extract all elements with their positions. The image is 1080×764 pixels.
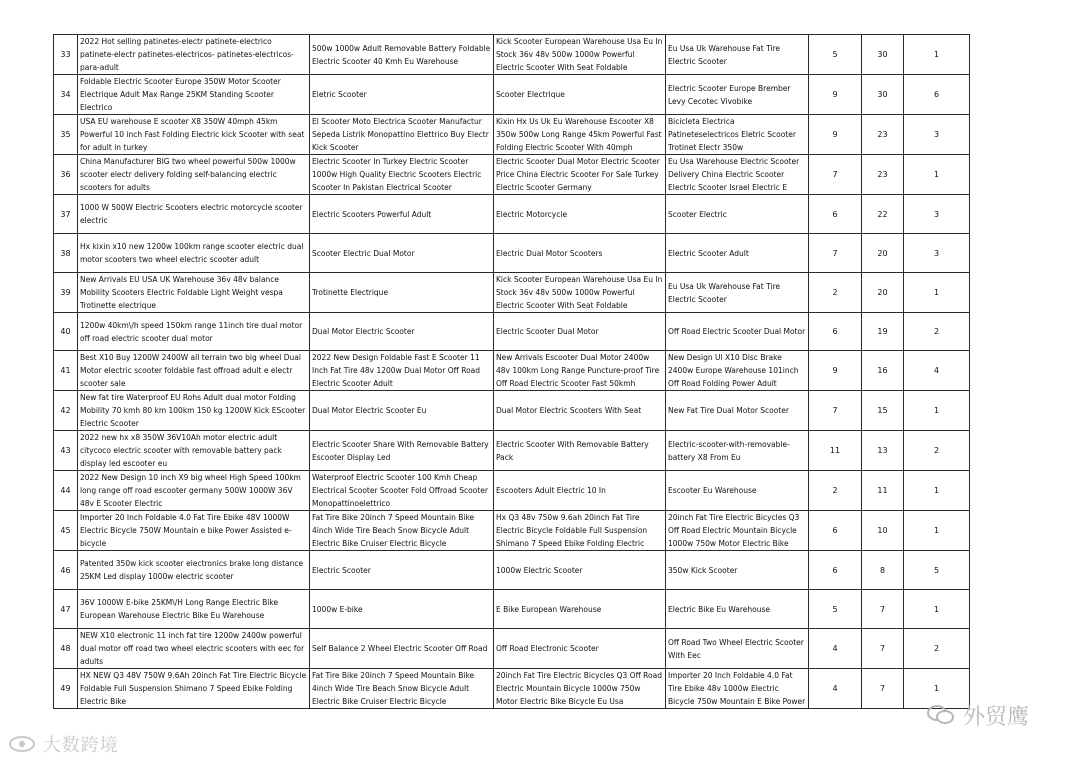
row-number-cell-text: 47 xyxy=(60,604,71,614)
product-title-cell-text: Hx kixin x10 new 1200w 100km range scooter electric dual motor scooters two wheel electric scooter adult xyxy=(80,242,304,264)
keyword-2-cell xyxy=(494,590,666,629)
keyword-1-cell xyxy=(310,351,494,391)
row-number-cell xyxy=(54,351,78,391)
count-1-cell xyxy=(809,590,862,629)
count-1-cell xyxy=(809,75,862,115)
count-2-cell xyxy=(862,155,904,195)
keyword-1-cell-text: Dual Motor Electric Scooter Eu xyxy=(312,406,427,415)
product-title-cell xyxy=(78,551,310,590)
row-number-cell xyxy=(54,273,78,313)
keyword-3-cell-text: Eu Usa Uk Warehouse Fat Tire Electric Scooter xyxy=(668,43,781,66)
count-1-cell xyxy=(809,313,862,351)
row-number-cell-text: 38 xyxy=(60,248,71,258)
count-1-cell xyxy=(809,115,862,155)
keyword-3-cell-text: Importer 20 Inch Foldable 4.0 Fat Tire Ebike 48v 1000w Electric Bicycle 750w Mountain E Bike Power xyxy=(668,671,806,706)
keyword-1-cell xyxy=(310,273,494,313)
count-3-cell xyxy=(904,471,970,511)
watermark-right xyxy=(926,700,1029,733)
count-3-cell-text: 1 xyxy=(933,50,940,59)
keyword-1-cell xyxy=(310,234,494,273)
keyword-1-cell-text: Scooter Electric Dual Motor xyxy=(312,248,415,258)
count-1-cell-text: 5 xyxy=(832,604,838,614)
count-1-cell-text: 9 xyxy=(832,130,838,139)
count-1-cell-text: 5 xyxy=(832,50,838,59)
keyword-3-cell xyxy=(666,590,809,629)
count-2-cell-text: 23 xyxy=(877,170,888,179)
count-2-cell-text: 11 xyxy=(877,486,888,495)
row-number-cell-text: 36 xyxy=(60,170,71,179)
count-2-cell-text: 10 xyxy=(877,526,888,535)
keyword-3-cell xyxy=(666,431,809,471)
row-number-cell xyxy=(54,313,78,351)
count-2-cell xyxy=(862,551,904,590)
keyword-1-cell-text: Electric Scooters Powerful Adult xyxy=(312,209,432,219)
count-2-cell xyxy=(862,590,904,629)
keyword-1-cell xyxy=(310,629,494,669)
product-title-cell xyxy=(78,351,310,391)
keyword-3-cell xyxy=(666,195,809,234)
keyword-1-cell xyxy=(310,35,494,75)
product-title-cell-text: New fat tire Waterproof EU Rohs Adult dual motor Folding Mobility 70 kmh 80 km 100km 150 kg 1200W Kick EScooter Electric Scooter xyxy=(80,393,306,428)
keyword-1-cell-text: 1000w E-bike xyxy=(312,604,363,614)
row-number-cell xyxy=(54,590,78,629)
product-title-cell-text: Best X10 Buy 1200W 2400W all terrain two big wheel Dual Motor electric scooter foldable fast offroad adult e electr scooter sale xyxy=(80,353,301,388)
count-2-cell xyxy=(862,234,904,273)
count-2-cell xyxy=(862,431,904,471)
keyword-2-cell xyxy=(494,431,666,471)
keyword-3-cell xyxy=(666,511,809,551)
keyword-1-cell xyxy=(310,391,494,431)
row-number-cell-text: 45 xyxy=(60,526,71,535)
keyword-3-cell-text: 20inch Fat Tire Electric Bicycles Q3 Off Road Electric Mountain Bicycle 1000w 750w Motor Electric Bike xyxy=(668,513,800,548)
count-3-cell xyxy=(904,590,970,629)
keyword-3-cell xyxy=(666,75,809,115)
table-body xyxy=(54,35,970,709)
table-row xyxy=(54,590,970,629)
count-1-cell xyxy=(809,273,862,313)
product-title-cell-text: 36V 1000W E-bike 25KM\/H Long Range Electric Bike European Warehouse Electric Bike Eu Warehouse xyxy=(80,598,279,620)
keyword-3-cell-text: New Design Ul X10 Disc Brake 2400w Europe Warehouse 101inch Off Road Folding Power Adult xyxy=(668,353,799,388)
count-3-cell-text: 2 xyxy=(933,327,940,336)
keyword-2-cell-text: Hx Q3 48v 750w 9.6ah 20inch Fat Tire Electric Bicycle Foldable Full Suspension Shimano 7 Speed Ebike Folding Electric xyxy=(496,513,648,548)
count-1-cell xyxy=(809,35,862,75)
table-row xyxy=(54,273,970,313)
keyword-3-cell xyxy=(666,313,809,351)
count-2-cell xyxy=(862,351,904,391)
keyword-1-cell-text: 500w 1000w Adult Removable Battery Foldable Electric Scooter 40 Kmh Eu Warehouse xyxy=(312,43,491,66)
table-row xyxy=(54,313,970,351)
product-title-cell xyxy=(78,590,310,629)
count-3-cell-text: 5 xyxy=(933,565,940,575)
count-3-cell-text: 3 xyxy=(933,209,940,219)
product-title-cell xyxy=(78,234,310,273)
count-2-cell-text: 20 xyxy=(877,248,888,258)
row-number-cell xyxy=(54,551,78,590)
keyword-2-cell-text: Scooter Electrique xyxy=(496,90,565,99)
count-2-cell-text: 7 xyxy=(879,684,886,693)
keyword-2-cell xyxy=(494,313,666,351)
count-2-cell xyxy=(862,195,904,234)
count-1-cell xyxy=(809,551,862,590)
keyword-3-cell xyxy=(666,551,809,590)
product-title-cell xyxy=(78,195,310,234)
keyword-1-cell-text: Trotinette Electrique xyxy=(312,288,389,297)
row-number-cell xyxy=(54,511,78,551)
table-row xyxy=(54,155,970,195)
keyword-2-cell xyxy=(494,195,666,234)
count-3-cell-text: 1 xyxy=(933,486,940,495)
count-2-cell-text: 7 xyxy=(879,604,886,614)
count-1-cell-text: 2 xyxy=(832,288,838,297)
keyword-2-cell xyxy=(494,273,666,313)
keyword-2-cell xyxy=(494,551,666,590)
product-title-cell xyxy=(78,391,310,431)
table-row xyxy=(54,351,970,391)
table-row xyxy=(54,471,970,511)
count-3-cell xyxy=(904,273,970,313)
product-title-cell xyxy=(78,431,310,471)
count-3-cell-text: 1 xyxy=(933,526,940,535)
keyword-1-cell-text: Electric Scooter xyxy=(312,565,371,575)
count-3-cell xyxy=(904,234,970,273)
row-number-cell xyxy=(54,629,78,669)
count-3-cell xyxy=(904,75,970,115)
keyword-2-cell-text: New Arrivals Escooter Dual Motor 2400w 48v 100km Long Range Puncture-proof Tire Off Road Electric Scooter Fast 50kmh xyxy=(496,353,660,388)
count-2-cell xyxy=(862,115,904,155)
watermark-right-text: 外贸鹰 xyxy=(963,705,1030,730)
count-1-cell xyxy=(809,431,862,471)
keyword-2-cell xyxy=(494,234,666,273)
row-number-cell xyxy=(54,391,78,431)
product-title-cell-text: Importer 20 Inch Foldable 4.0 Fat Tire Ebike 48V 1000W Electric Bicycle 750W Mountain e bike Power Assisted e-bicycle xyxy=(80,513,292,548)
keyword-3-cell-text: Electric Scooter Europe Brember Levy Cecotec Vivobike xyxy=(668,83,791,106)
keyword-table xyxy=(53,34,970,709)
keyword-3-cell xyxy=(666,35,809,75)
row-number-cell-text: 33 xyxy=(60,50,71,59)
row-number-cell xyxy=(54,35,78,75)
row-number-cell-text: 35 xyxy=(60,130,71,139)
row-number-cell xyxy=(54,234,78,273)
keyword-3-cell xyxy=(666,391,809,431)
keyword-2-cell xyxy=(494,351,666,391)
keyword-1-cell-text: Electric Scooter Share With Removable Battery Escooter Display Led xyxy=(312,439,489,462)
table-row xyxy=(54,115,970,155)
keyword-1-cell xyxy=(310,511,494,551)
count-2-cell-text: 13 xyxy=(877,446,888,455)
count-3-cell-text: 1 xyxy=(933,288,940,297)
row-number-cell xyxy=(54,471,78,511)
product-title-cell-text: 2022 New Design 10 inch X9 big wheel High Speed 100km long range off road escooter germany 500W 1000W 36V 48v E Scooter Electric xyxy=(80,473,301,508)
product-title-cell-text: HX NEW Q3 48V 750W 9.6Ah 20inch Fat Tire Electric Bicycle Foldable Full Suspension Shimano 7 Speed Ebike Folding Electric Bike xyxy=(80,671,307,706)
product-title-cell-text: NEW X10 electronic 11 inch fat tire 1200w 2400w powerful dual motor off road two wheel electric scooters with eec for adults xyxy=(80,631,305,666)
eye-logo-icon xyxy=(8,735,36,758)
count-2-cell-text: 30 xyxy=(877,50,888,59)
row-number-cell xyxy=(54,669,78,709)
product-title-cell xyxy=(78,35,310,75)
table-row xyxy=(54,391,970,431)
table-row xyxy=(54,35,970,75)
count-3-cell-text: 4 xyxy=(933,366,940,375)
count-2-cell xyxy=(862,511,904,551)
product-title-cell-text: China Manufacturer BIG two wheel powerful 500w 1000w scooter electr delivery folding self-balancing electric scooters for adults xyxy=(80,157,296,192)
product-title-cell-text: USA EU warehouse E scooter X8 350W 40mph 45km Powerful 10 inch Fast Folding Electric kick Scooter with seat for adult in turkey xyxy=(80,117,305,152)
table-row xyxy=(54,431,970,471)
count-1-cell-text: 4 xyxy=(832,684,838,693)
watermark-left xyxy=(8,731,119,758)
row-number-cell-text: 49 xyxy=(60,684,71,693)
keyword-2-cell xyxy=(494,471,666,511)
keyword-1-cell-text: 2022 New Design Foldable Fast E Scooter 11 Inch Fat Tire 48v 1200w Dual Motor Off Road Electric Scooter Adult xyxy=(312,353,481,388)
keyword-1-cell xyxy=(310,471,494,511)
keyword-3-cell-text: Off Road Two Wheel Electric Scooter With Eec xyxy=(668,637,804,660)
keyword-1-cell-text: Waterproof Electric Scooter 100 Kmh Cheap Electrical Scooter Scooter Fold Offroad Scooter Monopattinoelettrico xyxy=(312,473,488,508)
product-title-cell xyxy=(78,273,310,313)
product-title-cell xyxy=(78,629,310,669)
keyword-2-cell-text: Electric Scooter With Removable Battery Pack xyxy=(496,439,649,462)
keyword-2-cell-text: 1000w Electric Scooter xyxy=(496,565,583,575)
count-3-cell xyxy=(904,313,970,351)
product-title-cell-text: Foldable Electric Scooter Europe 350W Motor Scooter Electrique Adult Max Range 25KM Standing Scooter Electrico xyxy=(80,77,281,112)
product-title-cell-text: 2022 new hx x8 350W 36V10Ah motor electric adult citycoco electric scooter with removable battery pack display led escooter eu xyxy=(80,433,282,468)
count-1-cell xyxy=(809,195,862,234)
keyword-3-cell-text: Off Road Electric Scooter Dual Motor xyxy=(668,327,806,336)
keyword-1-cell-text: Eletric Scooter xyxy=(312,90,367,99)
row-number-cell-text: 39 xyxy=(60,288,71,297)
keyword-3-cell xyxy=(666,115,809,155)
row-number-cell xyxy=(54,155,78,195)
table-row xyxy=(54,75,970,115)
row-number-cell-text: 44 xyxy=(60,486,71,495)
row-number-cell-text: 41 xyxy=(60,366,71,375)
keyword-2-cell-text: Kixin Hx Us Uk Eu Warehouse Escooter X8 350w 500w Long Range 45km Powerful Fast Folding Electric Scooter With 40mph xyxy=(496,117,662,152)
count-1-cell-text: 4 xyxy=(832,644,838,653)
keyword-2-cell-text: Electric Scooter Dual Motor xyxy=(496,327,599,336)
keyword-3-cell xyxy=(666,629,809,669)
product-title-cell-text: Patented 350w kick scooter electronics brake long distance 25KM Led display 1000w electric scooter xyxy=(80,559,304,581)
count-1-cell-text: 6 xyxy=(832,327,838,336)
keyword-2-cell-text: Kick Scooter European Warehouse Usa Eu In Stock 36v 48v 500w 1000w Powerful Electric Scooter With Seat Foldable xyxy=(496,37,663,72)
count-3-cell xyxy=(904,351,970,391)
keyword-1-cell-text: Electric Scooter In Turkey Electric Scooter 1000w High Quality Electric Scooters Electric Scooter In Pakistan Electrical Scooter xyxy=(312,157,482,192)
count-3-cell-text: 1 xyxy=(933,684,940,693)
row-number-cell-text: 43 xyxy=(60,446,71,455)
count-3-cell xyxy=(904,511,970,551)
count-2-cell-text: 8 xyxy=(879,565,886,575)
keyword-3-cell-text: Scooter Electric xyxy=(668,209,727,219)
count-3-cell xyxy=(904,391,970,431)
count-1-cell-text: 7 xyxy=(832,170,838,179)
keyword-3-cell xyxy=(666,273,809,313)
count-3-cell xyxy=(904,551,970,590)
row-number-cell-text: 48 xyxy=(60,644,71,653)
keyword-3-cell xyxy=(666,471,809,511)
count-3-cell-text: 1 xyxy=(933,170,940,179)
count-3-cell-text: 2 xyxy=(933,644,940,653)
count-1-cell-text: 6 xyxy=(832,209,838,219)
product-title-cell-text: 1200w 40km\/h speed 150km range 11inch tire dual motor off road electric scooter dual motor xyxy=(80,320,303,343)
count-2-cell xyxy=(862,75,904,115)
product-title-cell-text: New Arrivals EU USA UK Warehouse 36v 48v balance Mobility Scooters Electric Foldable Light Weight vespa Trotinette electrique xyxy=(80,275,283,310)
table-row xyxy=(54,669,970,709)
keyword-1-cell xyxy=(310,155,494,195)
product-title-cell-text: 1000 W 500W Electric Scooters electric motorcycle scooter electric xyxy=(80,203,303,225)
count-1-cell xyxy=(809,351,862,391)
keyword-1-cell xyxy=(310,590,494,629)
count-1-cell xyxy=(809,669,862,709)
product-title-cell xyxy=(78,115,310,155)
count-2-cell xyxy=(862,669,904,709)
count-2-cell xyxy=(862,313,904,351)
keyword-2-cell xyxy=(494,511,666,551)
keyword-1-cell xyxy=(310,75,494,115)
row-number-cell-text: 37 xyxy=(60,209,71,219)
count-3-cell xyxy=(904,629,970,669)
count-1-cell-text: 9 xyxy=(832,366,838,375)
count-1-cell-text: 6 xyxy=(832,526,838,535)
row-number-cell xyxy=(54,75,78,115)
count-3-cell-text: 2 xyxy=(933,446,940,455)
count-1-cell-text: 9 xyxy=(832,90,838,99)
row-number-cell xyxy=(54,115,78,155)
count-2-cell-text: 22 xyxy=(877,209,888,219)
product-title-cell xyxy=(78,511,310,551)
product-title-cell xyxy=(78,75,310,115)
count-3-cell-text: 1 xyxy=(933,406,940,415)
row-number-cell-text: 46 xyxy=(60,565,71,575)
keyword-2-cell-text: Dual Motor Electric Scooters With Seat xyxy=(496,406,642,415)
keyword-1-cell xyxy=(310,431,494,471)
product-title-cell-text: 2022 Hot selling patinetes-electr patinete-electrico patinete-electr patinetes-electricos- patinetes-electricos-para-adult xyxy=(80,37,294,72)
count-1-cell xyxy=(809,391,862,431)
keyword-2-cell-text: Electric Scooter Dual Motor Electric Scooter Price China Electric Scooter For Sale Turkey Electric Scooter Germany xyxy=(496,157,660,192)
table-row xyxy=(54,234,970,273)
count-3-cell-text: 6 xyxy=(933,90,940,99)
count-2-cell-text: 7 xyxy=(879,644,886,653)
count-1-cell-text: 2 xyxy=(832,486,838,495)
keyword-2-cell xyxy=(494,115,666,155)
table-row xyxy=(54,629,970,669)
count-1-cell-text: 7 xyxy=(832,248,838,258)
count-3-cell xyxy=(904,155,970,195)
row-number-cell-text: 34 xyxy=(60,90,71,99)
keyword-1-cell-text: Self Balance 2 Wheel Electric Scooter Off Road xyxy=(312,644,488,653)
row-number-cell-text: 40 xyxy=(60,327,71,336)
keyword-1-cell-text: Fat Tire Bike 20inch 7 Speed Mountain Bike 4inch Wide Tire Beach Snow Bicycle Adult Electric Bike Cruiser Electric Bicycle xyxy=(312,671,475,706)
count-2-cell xyxy=(862,471,904,511)
keyword-3-cell-text: Eu Usa Uk Warehouse Fat Tire Electric Scooter xyxy=(668,281,781,304)
keyword-2-cell xyxy=(494,669,666,709)
keyword-2-cell-text: Escooters Adult Electric 10 In xyxy=(496,486,606,495)
count-1-cell-text: 6 xyxy=(832,565,838,575)
count-2-cell-text: 19 xyxy=(877,327,888,336)
keyword-3-cell xyxy=(666,351,809,391)
keyword-3-cell xyxy=(666,155,809,195)
row-number-cell xyxy=(54,431,78,471)
keyword-2-cell-text: Electric Dual Motor Scooters xyxy=(496,248,603,258)
table-row xyxy=(54,195,970,234)
keyword-3-cell-text: Electric-scooter-with-removable-battery X8 From Eu xyxy=(668,439,790,462)
keyword-2-cell-text: Electric Motorcycle xyxy=(496,209,568,219)
count-1-cell-text: 11 xyxy=(829,446,841,455)
keyword-3-cell-text: New Fat Tire Dual Motor Scooter xyxy=(668,406,789,415)
keyword-3-cell-text: Escooter Eu Warehouse xyxy=(668,486,757,495)
keyword-1-cell-text: Dual Motor Electric Scooter xyxy=(312,327,415,336)
count-1-cell xyxy=(809,629,862,669)
count-2-cell xyxy=(862,273,904,313)
count-3-cell-text: 3 xyxy=(933,248,940,258)
count-1-cell xyxy=(809,155,862,195)
count-2-cell xyxy=(862,35,904,75)
count-2-cell-text: 23 xyxy=(877,130,888,139)
keyword-3-cell-text: Electric Scooter Adult xyxy=(668,248,749,258)
keyword-2-cell xyxy=(494,391,666,431)
count-1-cell xyxy=(809,234,862,273)
count-1-cell xyxy=(809,471,862,511)
keyword-3-cell-text: 350w Kick Scooter xyxy=(668,565,738,575)
keyword-2-cell xyxy=(494,35,666,75)
keyword-2-cell xyxy=(494,155,666,195)
keyword-table-container xyxy=(53,34,970,709)
keyword-1-cell xyxy=(310,551,494,590)
keyword-1-cell xyxy=(310,195,494,234)
product-title-cell xyxy=(78,313,310,351)
keyword-2-cell-text: 20inch Fat Tire Electric Bicycles Q3 Off Road Electric Mountain Bicycle 1000w 750w Motor Electric Bike Bicycle Eu Usa xyxy=(496,671,662,706)
count-3-cell xyxy=(904,431,970,471)
watermark-left-text: 大数跨境 xyxy=(42,735,119,756)
table-row xyxy=(54,511,970,551)
product-title-cell xyxy=(78,669,310,709)
product-title-cell xyxy=(78,155,310,195)
count-2-cell-text: 15 xyxy=(877,406,888,415)
keyword-1-cell xyxy=(310,313,494,351)
keyword-3-cell xyxy=(666,669,809,709)
keyword-2-cell xyxy=(494,75,666,115)
table-row xyxy=(54,551,970,590)
wechat-icon xyxy=(926,703,956,733)
count-2-cell-text: 16 xyxy=(877,366,888,375)
count-3-cell xyxy=(904,115,970,155)
keyword-3-cell-text: Bicicleta Electrica Patineteselectricos Eletric Scooter Trotinet Electr 350w xyxy=(668,117,796,152)
product-title-cell xyxy=(78,471,310,511)
count-3-cell xyxy=(904,195,970,234)
count-1-cell xyxy=(809,511,862,551)
keyword-2-cell xyxy=(494,629,666,669)
keyword-1-cell-text: Fat Tire Bike 20inch 7 Speed Mountain Bike 4inch Wide Tire Beach Snow Bicycle Adult Electric Bike Cruiser Electric Bicycle xyxy=(312,513,475,548)
count-2-cell xyxy=(862,629,904,669)
keyword-3-cell xyxy=(666,234,809,273)
keyword-1-cell xyxy=(310,669,494,709)
keyword-1-cell-text: El Scooter Moto Electrica Scooter Manufactur Sepeda Listrik Monopattino Elettrico Buy Electr Kick Scooter xyxy=(312,117,489,152)
keyword-3-cell-text: Electric Bike Eu Warehouse xyxy=(668,604,771,614)
row-number-cell xyxy=(54,195,78,234)
count-3-cell-text: 3 xyxy=(933,130,940,139)
keyword-2-cell-text: Kick Scooter European Warehouse Usa Eu In Stock 36v 48v 500w 1000w Powerful Electric Scooter With Seat Foldable xyxy=(496,275,663,310)
count-2-cell-text: 20 xyxy=(877,288,888,297)
count-2-cell xyxy=(862,391,904,431)
count-2-cell-text: 30 xyxy=(877,90,888,99)
keyword-2-cell-text: E Bike European Warehouse xyxy=(496,604,602,614)
count-3-cell-text: 1 xyxy=(933,604,940,614)
keyword-3-cell-text: Eu Usa Warehouse Electric Scooter Delivery China Electric Scooter Electric Scooter Israel Electric E xyxy=(668,157,800,192)
row-number-cell-text: 42 xyxy=(60,406,71,415)
count-1-cell-text: 7 xyxy=(832,406,838,415)
keyword-1-cell xyxy=(310,115,494,155)
count-3-cell xyxy=(904,35,970,75)
keyword-2-cell-text: Off Road Electronic Scooter xyxy=(496,644,599,653)
